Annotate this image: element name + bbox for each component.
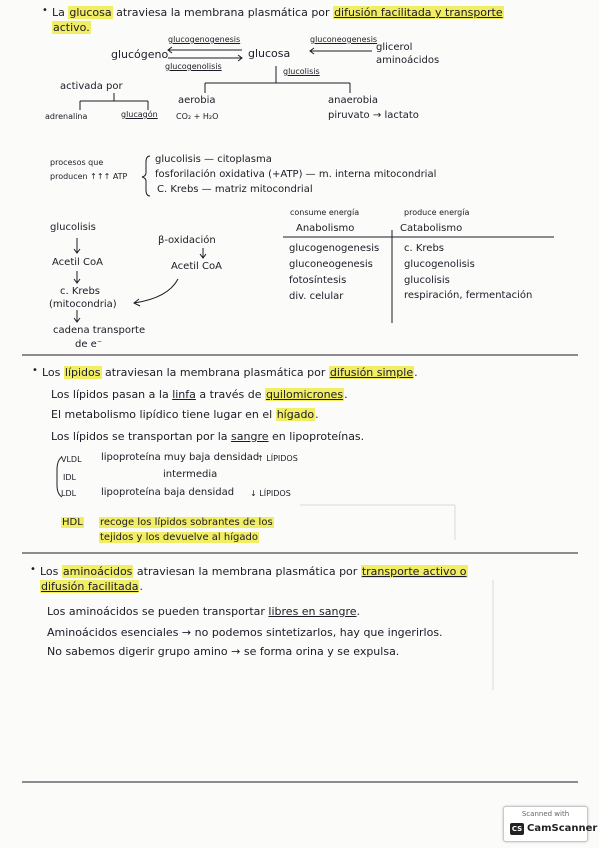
label-glucogenogenesis: glucogenogenesis bbox=[168, 35, 241, 44]
text-lactato: lactato bbox=[384, 110, 419, 121]
text: a través de bbox=[195, 388, 265, 401]
underline-sangre: sangre bbox=[231, 430, 269, 443]
path-cadena-line1: cadena transporte bbox=[53, 325, 146, 336]
atp-label-line1: procesos que bbox=[50, 158, 104, 167]
text: Los bbox=[40, 565, 62, 578]
text: . bbox=[344, 388, 348, 401]
lipo-ldl-note: ↓ LÍPIDOS bbox=[250, 489, 291, 498]
table-cata-item: glucolisis bbox=[404, 275, 450, 286]
highlight-quilomicrones: quilomicrones bbox=[265, 388, 344, 401]
lipo-ldl: LDL bbox=[61, 489, 77, 498]
text-piruvato: piruvato bbox=[328, 110, 370, 121]
table-ana-item: div. celular bbox=[289, 291, 344, 302]
scanner-caption: Scanned with bbox=[521, 810, 570, 818]
text: . bbox=[414, 366, 418, 379]
label-aminoacidos: aminoácidos bbox=[376, 55, 440, 66]
label-aerobia: aerobia bbox=[178, 95, 216, 106]
path-cadena-line2: de e⁻ bbox=[75, 339, 103, 350]
amino-line3: Aminoácidos esenciales → no podemos sintetizarlos, hay que ingerirlos. bbox=[47, 626, 443, 639]
label-glucogenolisis: glucogenolisis bbox=[165, 62, 222, 71]
underline-libres-en-sangre: libres en sangre bbox=[268, 605, 357, 618]
table-header-catabolismo: Catabolismo bbox=[400, 223, 463, 234]
underline-linfa: linfa bbox=[172, 388, 196, 401]
text: Los lípidos pasan a la bbox=[51, 388, 173, 401]
text: atraviesan la membrana plasmática por bbox=[101, 366, 329, 379]
lipo-vldl-note: ↑ LÍPIDOS bbox=[257, 454, 298, 463]
bullet-aminoacidos: • bbox=[30, 564, 36, 575]
highlight-difusion-simple: difusión simple bbox=[329, 366, 414, 379]
camscanner-badge bbox=[503, 806, 598, 842]
text: en lipoproteínas. bbox=[268, 430, 365, 443]
table-ana-item: fotosíntesis bbox=[289, 275, 347, 286]
table-cata-item: respiración, fermentación bbox=[404, 290, 533, 301]
table-cata-item: glucogenolisis bbox=[404, 259, 475, 270]
lipo-idl: IDL bbox=[63, 473, 76, 482]
highlight-lipidos: lípidos bbox=[64, 366, 101, 379]
lipidos-line2 bbox=[51, 389, 348, 400]
bullet-lipidos: • bbox=[32, 365, 38, 376]
highlight-difusion-facilitada: difusión facilitada bbox=[41, 580, 139, 593]
text: atraviesa la membrana plasmática por bbox=[112, 6, 334, 19]
lipidos-line3 bbox=[51, 409, 319, 420]
path-acetil-coa-1: Acetil CoA bbox=[52, 257, 103, 268]
hdl-label bbox=[61, 518, 84, 528]
bullet-glucosa: • bbox=[42, 5, 48, 16]
label-glucosa: glucosa bbox=[248, 47, 291, 60]
text: . bbox=[139, 580, 143, 593]
path-mitocondria: (mitocondria) bbox=[49, 299, 117, 310]
lipidos-line1 bbox=[42, 367, 418, 378]
text: El metabolismo lipídico tiene lugar en el bbox=[51, 408, 276, 421]
highlight-transport: difusión facilitada y transporte bbox=[334, 6, 503, 19]
table-header-anabolismo: Anabolismo bbox=[296, 223, 355, 234]
label-anaerobia: anaerobia bbox=[328, 95, 379, 106]
highlight-hdl-line2: tejidos y los devuelve al hígado bbox=[100, 532, 258, 543]
hdl-line1 bbox=[99, 518, 274, 528]
amino-line1b bbox=[40, 581, 143, 592]
atp-item-1: glucolisis — citoplasma bbox=[155, 154, 272, 165]
camscanner-logo-icon: CS bbox=[511, 825, 523, 833]
text: Los lípidos se transportan por la bbox=[51, 430, 232, 443]
text: Los aminoácidos se pueden transportar bbox=[47, 605, 269, 618]
text: atraviesan la membrana plasmática por bbox=[133, 565, 361, 578]
amino-line2 bbox=[47, 606, 360, 617]
atp-item-3: C. Krebs — matriz mitocondrial bbox=[157, 184, 313, 195]
atp-item-2: fosforilación oxidativa (+ATP) — m. interna mitocondrial bbox=[155, 169, 437, 180]
path-beta-oxidacion: β-oxidación bbox=[158, 235, 216, 246]
lipo-vldl-desc: lipoproteína muy baja densidad bbox=[101, 452, 260, 463]
label-activada-por: activada por bbox=[60, 81, 123, 92]
path-glucolisis: glucolisis bbox=[50, 222, 96, 233]
table-anabolismo-note: consume energía bbox=[290, 208, 360, 217]
highlight-hdl-line1: recoge los lípidos sobrantes de los bbox=[100, 517, 273, 528]
label-glucolisis: glucolisis bbox=[283, 67, 320, 76]
lipidos-line4 bbox=[51, 431, 364, 442]
amino-line4: No sabemos digerir grupo amino → se forma orina y se expulsa. bbox=[47, 645, 400, 658]
label-piruvato-lactato bbox=[328, 111, 419, 121]
label-glicerol: glicerol bbox=[376, 42, 413, 53]
lipo-ldl-desc: lipoproteína baja densidad bbox=[101, 487, 235, 498]
text: La bbox=[52, 6, 69, 19]
glucosa-intro-line2 bbox=[52, 22, 91, 33]
label-adrenalina: adrenalina bbox=[45, 112, 88, 121]
table-ana-item: gluconeogenesis bbox=[289, 259, 373, 270]
label-aerobia-products: CO₂ + H₂O bbox=[176, 112, 219, 121]
highlight-transporte-activo: transporte activo o bbox=[361, 565, 467, 578]
highlight-activo: activo. bbox=[53, 21, 90, 34]
highlight-glucosa: glucosa bbox=[69, 6, 112, 19]
label-glucogeno: glucógeno bbox=[111, 48, 169, 61]
highlight-higado: hígado bbox=[276, 408, 315, 421]
highlight-aminoacidos: aminoácidos bbox=[62, 565, 133, 578]
lipo-vldl: VLDL bbox=[61, 455, 82, 464]
arrow-icon: → bbox=[372, 110, 382, 121]
atp-label-line2: producen ↑↑↑ ATP bbox=[50, 172, 128, 181]
lipo-idl-desc: intermedia bbox=[163, 469, 218, 480]
text: Los bbox=[42, 366, 64, 379]
label-glucagon: glucagón bbox=[121, 110, 158, 119]
text: . bbox=[356, 605, 361, 618]
hdl-line2 bbox=[99, 533, 259, 543]
highlight-hdl: HDL bbox=[62, 517, 83, 528]
table-ana-item: glucogenogenesis bbox=[289, 243, 380, 254]
scanner-name: CamScanner bbox=[527, 823, 598, 834]
table-cata-item: c. Krebs bbox=[404, 243, 445, 254]
label-gluconeogenesis: gluconeogenesis bbox=[310, 35, 378, 44]
glucosa-intro-line1 bbox=[52, 7, 504, 18]
path-acetil-coa-2: Acetil CoA bbox=[171, 261, 222, 272]
text: . bbox=[315, 408, 319, 421]
table-catabolismo-note: produce energía bbox=[404, 208, 470, 217]
amino-line1 bbox=[40, 566, 468, 577]
path-c-krebs: c. Krebs bbox=[60, 286, 101, 297]
